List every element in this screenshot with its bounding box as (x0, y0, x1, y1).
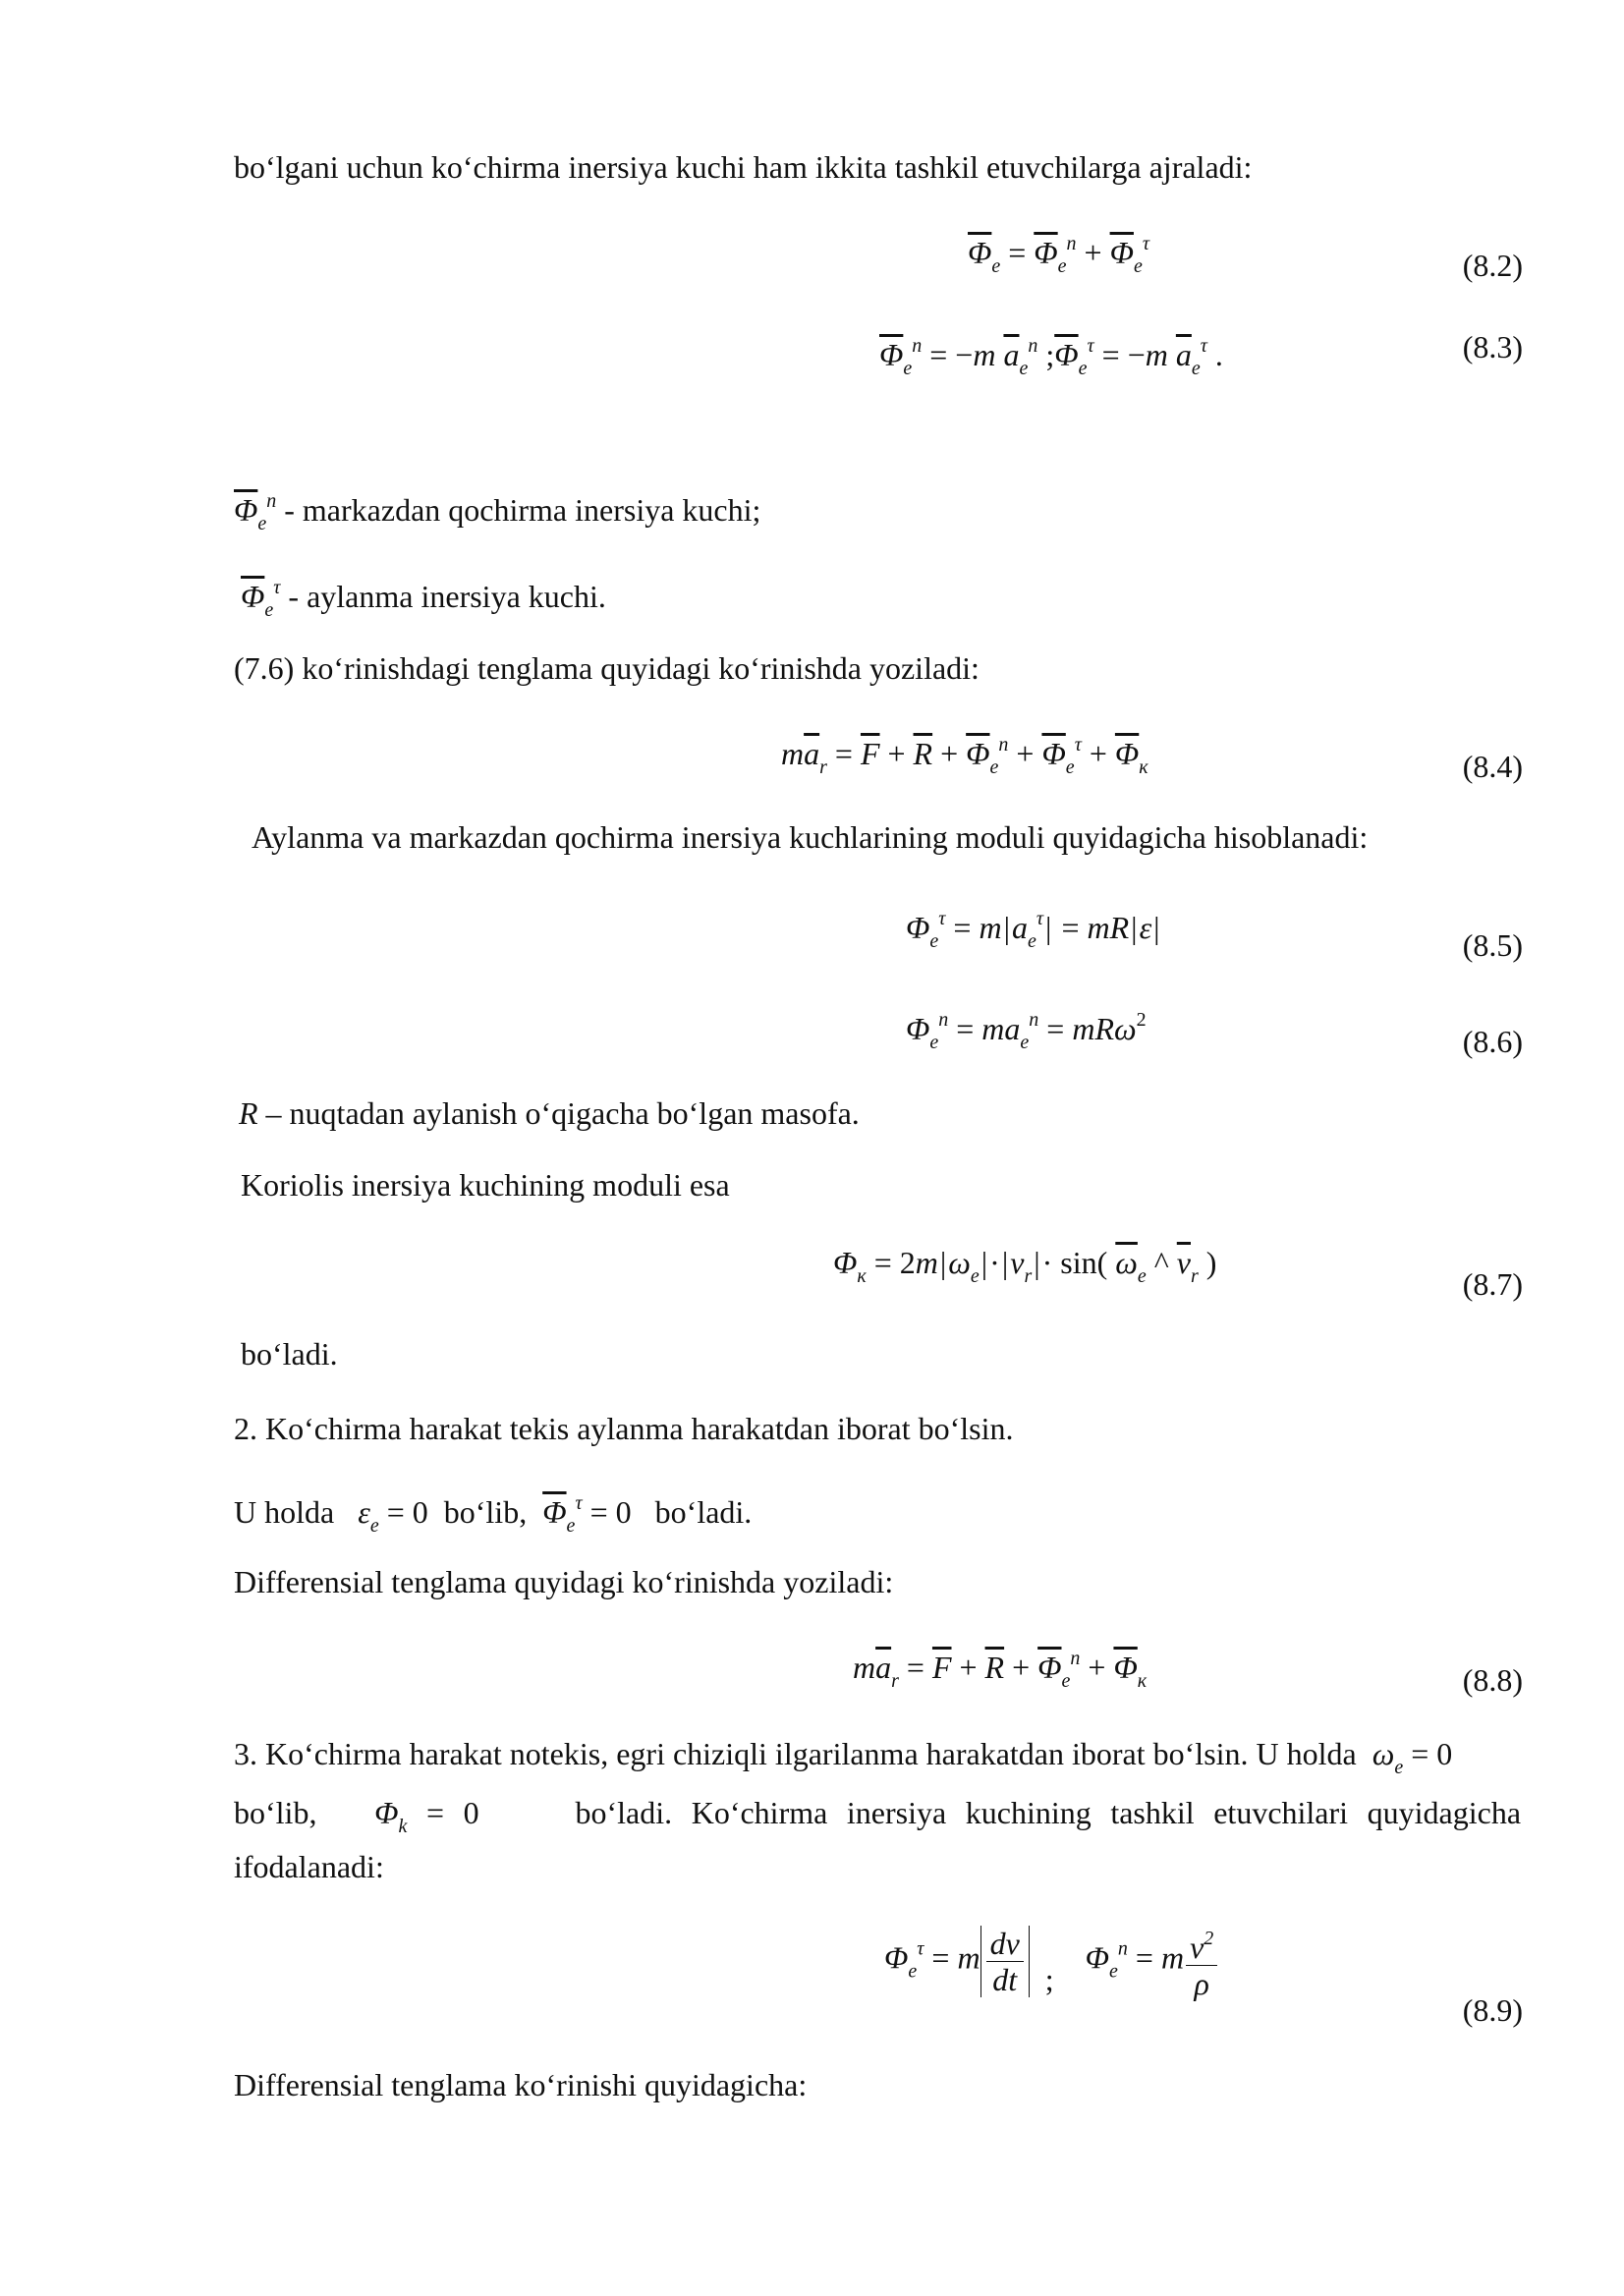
paragraph-ifodalanadi: ifodalanadi: (234, 1849, 384, 1884)
paragraph-final: Differensial tenglama ko‘rinishi quyidagicha: (234, 2067, 808, 2102)
equation-number-8-5: (8.5) (1462, 927, 1523, 963)
formula-8-8: $m\overline{a}_r = \overline{F} + \overline{R} + \overline{\Phi}_e^n + \overline{\Phi}_к$ (853, 1648, 1148, 1692)
equation-number-8-4: (8.4) (1462, 749, 1523, 784)
paragraph-case-3-condition: bo‘lib, $\Phi_k = 0$ bo‘ladi. Ko‘chirma inersiya kuchining tashkil etuvchilari quyidagicha (234, 1795, 1522, 1837)
paragraph-modulus-intro: Aylanma va markazdan qochirma inersiya kuchlarining moduli quyidagicha hisoblanadi: (252, 819, 1369, 855)
paragraph-equation-intro: (7.6) ko‘rinishdagi tenglama quyidagi ko‘rinishda yoziladi: (234, 650, 980, 686)
paragraph-case-3: 3. Ko‘chirma harakat notekis, egri chiziqli ilgarilanma harakatdan iborat bo‘lsin. U holda $\omega_e = 0$ (234, 1736, 1453, 1778)
paragraph-case-2: 2. Ko‘chirma harakat tekis aylanma harakatdan iborat bo‘lsin. (234, 1411, 1014, 1446)
equation-number-8-8: (8.8) (1462, 1662, 1523, 1698)
paragraph-case-2-condition: U holda $\varepsilon_e = 0$ bo‘lib, $\overline{\Phi}_e^\tau = 0$ bo‘ladi. (234, 1492, 753, 1537)
paragraph-centrifugal-definition: $\overline{\Phi}_e^n$ - markazdan qochirma inersiya kuchi; (234, 490, 761, 534)
equation-number-8-2: (8.2) (1462, 248, 1523, 283)
formula-8-2: $\overline{\Phi}_e = \overline{\Phi}_e^n + \overline{\Phi}_e^\tau$ (968, 233, 1150, 277)
paragraph-intro: bo‘lgani uchun ko‘chirma inersiya kuchi ham ikkita tashkil etuvchilarga ajraladi: (234, 149, 1253, 185)
paragraph-coriolis-intro: Koriolis inersiya kuchining moduli esa (241, 1167, 730, 1203)
equation-number-8-7: (8.7) (1462, 1266, 1523, 1302)
symbol-phi-e-tau: $\overline{\Phi}$ (241, 579, 265, 614)
formula-8-9: $\Phi_e^\tau = m$ $\frac{dv}{dt}$ ; $\Phi_e^n = m$ $\frac{v^2}{\rho}$ (884, 1921, 1219, 2001)
formula-8-4: $m\overline{a}_r = \overline{F} + \overline{R} + \overline{\Phi}_e^n + \overline{\Phi}_e^\tau + \overline{\Phi}_к$ (781, 734, 1148, 778)
formula-8-3: $\overline{\Phi}_e^n = -m$ $\overline{a}_e^n$ $;\overline{\Phi}_e^\tau = -m$ $\overline{a}_e^\tau$ . (879, 335, 1223, 379)
equation-number-8-3: (8.3) (1462, 329, 1523, 364)
paragraph-diff-eq-intro: Differensial tenglama quyidagi ko‘rinishda yoziladi: (234, 1564, 894, 1599)
paragraph-rotational-definition: $\overline{\Phi}_e^\tau$ - aylanma inersiya kuchi. (241, 577, 606, 621)
paragraph-boladi: bo‘ladi. (241, 1336, 338, 1372)
equation-number-8-6: (8.6) (1462, 1024, 1523, 1059)
formula-8-7: $\Phi_к = 2m|\omega_e|\cdot|v_r|\cdot \sin$( $\overline{\omega}_e$ ^ $\overline{v}_r$ ) (833, 1245, 1217, 1287)
formula-8-5: $\Phi_e^\tau = m|a_e^\tau| = mR|\varepsilon|$ (906, 908, 1160, 952)
equation-number-8-9: (8.9) (1462, 1992, 1523, 2028)
symbol-phi-e-n: $\overline{\Phi}$ (234, 492, 258, 528)
paragraph-r-definition: R – nuqtadan aylanish o‘qigacha bo‘lgan masofa. (239, 1095, 860, 1131)
formula-8-6: $\Phi_e^n = ma_e^n = mR\omega^2$ (906, 1009, 1147, 1053)
